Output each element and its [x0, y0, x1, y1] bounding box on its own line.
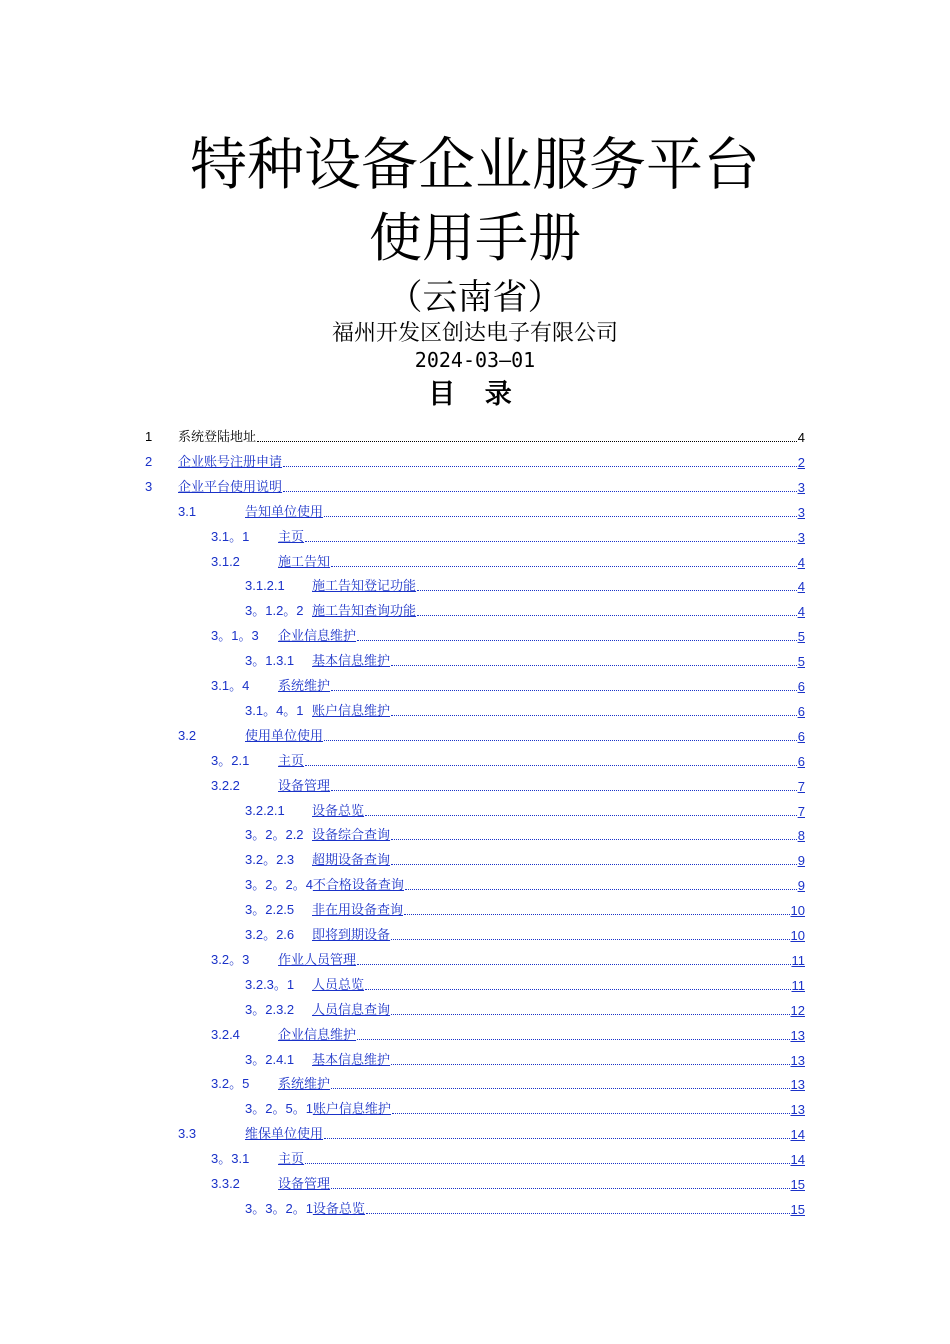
toc-page-number: 11 — [791, 977, 805, 993]
toc-entry[interactable] — [211, 772, 805, 794]
toc-entry-number: 1 — [145, 429, 153, 444]
toc-entry-number: 3。2.3.2 — [245, 1001, 295, 1017]
toc-entry-number: 3.2.3。1 — [245, 976, 295, 992]
toc-entry-number: 3.2.2.1 — [245, 802, 285, 818]
toc-entry-text: 设备总览 — [312, 803, 365, 819]
toc-entry-label — [245, 1201, 365, 1217]
toc-entry-text: 基本信息维护 — [312, 654, 391, 670]
toc-page-number: 15 — [790, 1177, 805, 1192]
toc-entry-text: 作业人员管理 — [278, 952, 357, 968]
toc-entry-number: 3.1.2 — [211, 553, 240, 569]
toc-entry-label — [245, 603, 416, 619]
toc-entry-number: 3.2.2 — [211, 777, 240, 793]
toc-page-number: 2 — [797, 454, 805, 470]
toc-entry-text: 基本信息维护 — [312, 1052, 391, 1068]
toc-entry-number: 3.1。1 — [211, 528, 250, 544]
toc-entry-label — [178, 1126, 323, 1142]
toc-entry-number: 3。2.4.1 — [245, 1051, 295, 1067]
toc-entry-label — [245, 703, 390, 719]
toc-entry[interactable] — [245, 1195, 805, 1217]
toc-page-number: 3 — [797, 504, 805, 520]
toc-page-number: 10 — [790, 903, 805, 919]
toc-entry[interactable] — [211, 622, 805, 644]
toc-leader-dots — [391, 1013, 790, 1015]
toc-leader-dots — [404, 913, 790, 915]
document-date: 2024-03—01 — [414, 348, 536, 372]
toc-entry-number: 3.1.2.1 — [245, 578, 285, 594]
toc-entry-label — [245, 827, 390, 843]
toc-page-number: 14 — [790, 1152, 805, 1168]
toc-leader-dots — [391, 938, 790, 940]
toc-leader-dots — [391, 714, 797, 716]
toc-leader-dots — [324, 1137, 790, 1139]
toc-entry-label — [245, 852, 390, 868]
toc-leader-dots — [305, 764, 797, 766]
toc-entry-label — [145, 479, 282, 495]
toc-leader-dots — [417, 589, 797, 591]
toc-leader-dots — [357, 1038, 790, 1040]
toc-leader-dots — [331, 1187, 790, 1189]
toc-page-number: 6 — [797, 753, 805, 769]
toc-entry-text: 施工告知登记功能 — [312, 579, 417, 595]
toc-leader-dots — [357, 639, 797, 641]
toc-entry-number: 3.3 — [178, 1126, 197, 1142]
toc-entry[interactable] — [245, 871, 805, 893]
toc-entry-text: 非在用设备查询 — [312, 903, 404, 919]
toc-entry[interactable] — [211, 548, 805, 570]
toc-entry-number: 3。3.1 — [211, 1151, 250, 1167]
toc-leader-dots — [392, 1112, 790, 1114]
toc-entry[interactable] — [145, 448, 805, 470]
toc-entry-number: 2 — [145, 453, 153, 469]
toc-entry — [145, 423, 805, 445]
toc-entry[interactable] — [245, 971, 805, 993]
toc-entry-label — [211, 529, 304, 545]
toc-entry-label — [245, 927, 390, 943]
toc-entry-text: 设备管理 — [278, 1177, 331, 1192]
toc-entry[interactable] — [211, 1070, 805, 1092]
toc-entry[interactable] — [211, 747, 805, 769]
toc-page-number: 15 — [790, 1201, 805, 1217]
toc-entry-number: 3.2 — [178, 727, 197, 743]
toc-entry-text: 系统维护 — [278, 679, 331, 694]
toc-leader-dots — [405, 888, 797, 890]
toc-page-number: 3 — [797, 479, 805, 495]
toc-entry-label — [211, 1176, 330, 1192]
toc-entry-label — [245, 653, 390, 669]
toc-entry-text: 不合格设备查询 — [312, 878, 404, 894]
toc-entry-text: 人员信息查询 — [312, 1002, 391, 1018]
toc-page-number: 3 — [797, 529, 805, 545]
toc-page-number: 13 — [790, 1102, 805, 1118]
toc-entry[interactable] — [211, 946, 805, 968]
toc-entry-number: 3。2。2.2 — [245, 827, 304, 843]
toc-leader-dots — [305, 540, 797, 542]
toc-entry-number: 3.3.2 — [211, 1176, 240, 1191]
company-name: 福州开发区创达电子有限公司 — [331, 321, 618, 346]
toc-entry-label — [178, 504, 323, 520]
toc-entry-label — [211, 554, 330, 570]
toc-entry-text: 施工告知查询功能 — [312, 604, 417, 620]
toc-page-number: 13 — [790, 1052, 805, 1068]
toc-entry-text: 主页 — [278, 529, 305, 545]
toc-leader-dots — [391, 863, 797, 865]
toc-page-number: 14 — [790, 1127, 805, 1143]
toc-entry-number: 3。3。2。1 — [245, 1200, 313, 1216]
toc-entry-label — [211, 1027, 356, 1043]
toc-leader-dots — [365, 988, 790, 990]
toc-entry-number: 3。2.1 — [211, 752, 250, 768]
toc-leader-dots — [331, 789, 797, 791]
toc-entry-label — [211, 778, 330, 794]
toc-entry-number: 3。2.2.5 — [245, 902, 295, 918]
toc-page-number: 9 — [797, 853, 805, 869]
toc-entry-number: 3。1。3 — [211, 628, 259, 644]
toc-entry[interactable] — [245, 797, 805, 819]
toc-page-number: 4 — [797, 554, 805, 570]
toc-entry-text: 人员总览 — [312, 977, 365, 993]
toc-entry[interactable] — [211, 523, 805, 545]
toc-entry[interactable] — [211, 1021, 805, 1043]
toc-page-number: 12 — [790, 1002, 805, 1018]
toc-entry-text: 即将到期设备 — [312, 928, 391, 943]
toc-heading: 目 录 — [428, 379, 522, 410]
document-title: 特种设备企业服务平台 — [190, 132, 760, 198]
toc-entry-label — [211, 1151, 304, 1167]
toc-leader-dots — [257, 440, 797, 442]
toc-entry-label — [245, 877, 404, 893]
toc-entry-label — [145, 429, 256, 445]
toc-entry-number: 3。1.2。2 — [245, 603, 304, 619]
toc-entry[interactable] — [211, 1170, 805, 1192]
toc-entry-label — [245, 902, 403, 918]
toc-entry-number: 3。2。2。4 — [245, 877, 313, 893]
toc-leader-dots — [305, 1162, 790, 1164]
toc-page-number: 8 — [797, 828, 805, 844]
toc-leader-dots — [283, 465, 797, 467]
toc-entry-text: 企业平台使用说明 — [178, 479, 283, 495]
toc-entry[interactable] — [178, 498, 805, 520]
toc-page-number: 6 — [797, 728, 805, 744]
toc-entry-number: 3.2。3 — [211, 951, 250, 967]
toc-entry-number: 3.1。4 — [211, 678, 250, 693]
toc-entry-label — [211, 952, 356, 968]
toc-entry-label — [245, 578, 416, 594]
toc-entry-text: 设备总览 — [312, 1201, 365, 1217]
toc-page-number: 13 — [790, 1027, 805, 1043]
toc-leader-dots — [324, 515, 797, 517]
toc-entry[interactable] — [178, 722, 805, 744]
toc-entry[interactable] — [245, 846, 805, 868]
toc-leader-dots — [417, 614, 797, 616]
toc-page-number: 11 — [791, 952, 805, 968]
toc-entry[interactable] — [245, 1095, 805, 1117]
toc-entry-text: 主页 — [278, 1152, 305, 1168]
toc-entry-text: 设备管理 — [278, 778, 331, 794]
toc-entry-text: 施工告知 — [278, 554, 331, 570]
toc-page-number: 4 — [797, 430, 805, 445]
toc-entry[interactable] — [245, 896, 805, 918]
toc-entry-text: 系统维护 — [278, 1077, 331, 1093]
toc-entry-number: 3.2。2.3 — [245, 852, 295, 868]
toc-entry-label — [178, 728, 323, 744]
toc-entry-text: 账户信息维护 — [312, 703, 391, 719]
toc-page-number: 4 — [797, 604, 805, 620]
toc-leader-dots — [331, 1087, 790, 1089]
toc-leader-dots — [283, 490, 797, 492]
toc-entry-label — [245, 977, 364, 993]
toc-entry-number: 3.1 — [178, 503, 197, 519]
toc-entry-text: 告知单位使用 — [245, 504, 324, 520]
toc-entry-label — [211, 628, 356, 644]
toc-leader-dots — [365, 814, 797, 816]
toc-entry-text: 超期设备查询 — [312, 853, 391, 869]
toc-leader-dots — [391, 838, 797, 840]
toc-entry-label — [245, 1002, 390, 1018]
toc-leader-dots — [357, 963, 790, 965]
toc-page-number: 7 — [797, 778, 805, 794]
toc-entry-text: 设备综合查询 — [312, 828, 391, 844]
toc-page-number: 9 — [797, 878, 805, 894]
toc-entry[interactable] — [245, 597, 805, 619]
toc-leader-dots — [391, 1063, 790, 1065]
toc-entry[interactable] — [245, 996, 805, 1018]
toc-entry-text: 企业信息维护 — [278, 1027, 357, 1043]
toc-entry[interactable] — [245, 921, 805, 943]
toc-entry-label — [245, 1101, 391, 1117]
toc-entry-label — [211, 678, 330, 694]
toc-entry-number: 3.2.4 — [211, 1026, 240, 1042]
toc-entry[interactable] — [211, 1145, 805, 1167]
toc-entry-label — [145, 454, 282, 470]
toc-entry-number: 3.2。5 — [211, 1076, 250, 1092]
toc-entry-number: 3。2。5。1 — [245, 1101, 313, 1117]
toc-page-number: 7 — [797, 803, 805, 819]
region-label: （云南省） — [387, 278, 563, 318]
toc-page-number: 6 — [797, 679, 805, 694]
toc-entry-label — [245, 803, 364, 819]
toc-page-number: 13 — [790, 1077, 805, 1093]
toc-entry[interactable] — [245, 1046, 805, 1068]
toc-entry-text: 账户信息维护 — [312, 1102, 391, 1118]
toc-entry-label — [211, 753, 304, 769]
document-subtitle: 使用手册 — [369, 208, 581, 269]
toc-leader-dots — [324, 739, 797, 741]
toc-entry-text: 主页 — [278, 753, 305, 769]
toc-leader-dots — [331, 565, 797, 567]
toc-entry-label — [211, 1076, 330, 1092]
toc-entry-text: 使用单位使用 — [245, 728, 324, 744]
toc-entry-number: 3.1。4。1 — [245, 702, 304, 718]
toc-page-number: 4 — [797, 579, 805, 595]
toc-leader-dots — [366, 1212, 790, 1214]
toc-leader-dots — [391, 664, 797, 666]
toc-page-number: 10 — [790, 928, 805, 943]
toc-entry-label — [245, 1052, 390, 1068]
toc-entry[interactable] — [245, 647, 805, 669]
toc-entry[interactable] — [178, 1120, 805, 1142]
toc-entry[interactable] — [211, 672, 805, 694]
toc-entry-text: 企业信息维护 — [278, 629, 357, 645]
toc-entry-number: 3.2。2.6 — [245, 927, 295, 942]
toc-entry-text: 企业账号注册申请 — [178, 454, 283, 470]
toc-entry[interactable] — [145, 473, 805, 495]
toc-entry-text: 维保单位使用 — [245, 1127, 324, 1143]
toc-page-number: 6 — [797, 703, 805, 719]
toc-entry-text: 系统登陆地址 — [178, 430, 257, 445]
toc-leader-dots — [331, 689, 797, 691]
toc-entry[interactable] — [245, 572, 805, 594]
toc-entry-number: 3。1.3.1 — [245, 653, 295, 669]
toc-entry[interactable] — [245, 821, 805, 843]
toc-page-number: 5 — [797, 629, 805, 645]
toc-entry[interactable] — [245, 697, 805, 719]
toc-entry-number: 3 — [145, 478, 153, 494]
toc-page-number: 5 — [797, 654, 805, 670]
